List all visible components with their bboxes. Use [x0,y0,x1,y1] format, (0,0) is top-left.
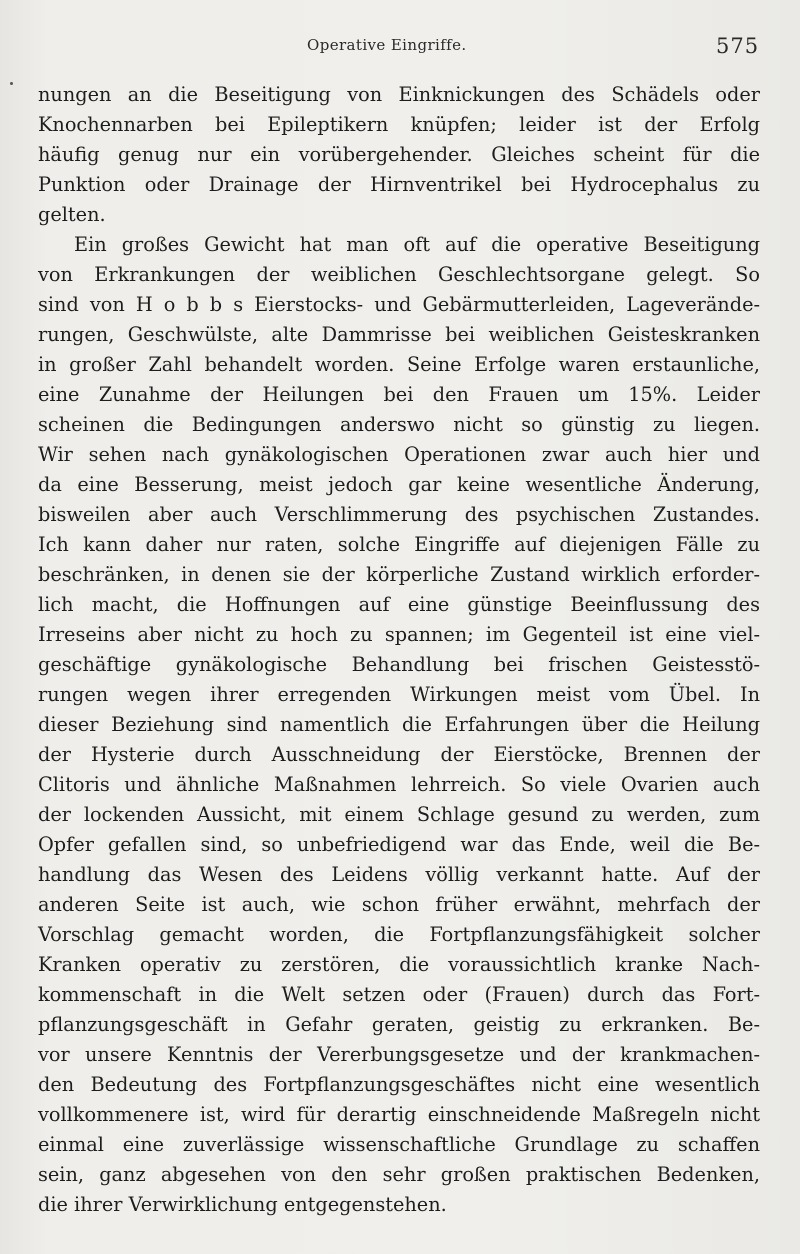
running-head: Operative Eingriffe. [307,36,467,54]
text-line: sein, ganz abgesehen von den sehr großen praktischen Bedenken, [38,1163,760,1186]
text-line: bisweilen aber auch Verschlimmerung des psychischen Zustandes. [38,503,760,526]
text-line: die ihrer Verwirklichung entgegenstehen. [38,1193,447,1216]
text-line: beschränken, in denen sie der körperliche Zustand wirklich erforder- [38,563,760,586]
text-line: scheinen die Bedingungen anderswo nicht so günstig zu liegen. [38,413,760,436]
text-line: Opfer gefallen sind, so unbefriedigend war das Ende, weil die Be- [38,833,760,856]
text-line: rungen wegen ihrer erregenden Wirkungen meist vom Übel. In [38,683,760,706]
text-line: einmal eine zuverlässige wissenschaftliche Grundlage zu schaffen [38,1133,760,1156]
text-line: Wir sehen nach gynäkologischen Operationen zwar auch hier und [38,443,760,466]
paragraph [38,80,760,230]
body-text [38,80,760,1220]
text-line: dieser Beziehung sind namentlich die Erfahrungen über die Heilung [38,713,760,736]
text-line: anderen Seite ist auch, wie schon früher erwähnt, mehrfach der [38,893,760,916]
text-line: vollkommenere ist, wird für derartig einschneidende Maßregeln nicht [38,1103,760,1126]
text-line: Kranken operativ zu zerstören, die voraussichtlich kranke Nach- [38,953,760,976]
text-line: geschäftige gynäkologische Behandlung bei frischen Geistesstö- [38,653,760,676]
text-line: Punktion oder Drainage der Hirnventrikel bei Hydrocephalus zu [38,173,760,196]
text-line: handlung das Wesen des Leidens völlig verkannt hatte. Auf der [38,863,760,886]
text-line: Clitoris und ähnliche Maßnahmen lehrreich. So viele Ovarien auch [38,773,760,796]
text-line: in großer Zahl behandelt worden. Seine Erfolge waren erstaunliche, [38,353,760,376]
text-line: Vorschlag gemacht worden, die Fortpflanzungsfähigkeit solcher [38,923,760,946]
text-line: eine Zunahme der Heilungen bei den Frauen um 15%. Leider [38,383,760,406]
text-line: nungen an die Beseitigung von Einknickungen des Schädels oder [38,83,760,106]
text-line: sind von H o b b s Eierstocks- und Gebärmutterleiden, Lageverände- [38,293,760,316]
text-line: lich macht, die Hoffnungen auf eine günstige Beeinflussung des [38,593,760,616]
paragraph [38,230,760,1220]
text-line: Ich kann daher nur raten, solche Eingriffe auf diejenigen Fälle zu [38,533,760,556]
page-header [0,34,800,64]
text-line: rungen, Geschwülste, alte Dammrisse bei weiblichen Geisteskranken [38,323,760,346]
text-line: da eine Besserung, meist jedoch gar keine wesentliche Änderung, [38,473,760,496]
text-line: der lockenden Aussicht, mit einem Schlage gesund zu werden, zum [38,803,760,826]
text-line: häufig genug nur ein vorübergehender. Gleiches scheint für die [38,143,760,166]
text-line: kommenschaft in die Welt setzen oder (Frauen) durch das Fort- [38,983,760,1006]
text-line: Irreseins aber nicht zu hoch zu spannen; im Gegenteil ist eine viel- [38,623,760,646]
text-line: von Erkrankungen der weiblichen Geschlechtsorgane gelegt. So [38,263,760,286]
text-line: vor unsere Kenntnis der Vererbungsgesetze und der krankmachen- [38,1043,760,1066]
text-line: pflanzungsgeschäft in Gefahr geraten, geistig zu erkranken. Be- [38,1013,760,1036]
text-line: gelten. [38,203,106,226]
page-number: 575 [716,34,760,58]
text-line: den Bedeutung des Fortpflanzungsgeschäftes nicht eine wesentlich [38,1073,760,1096]
scan-speck [10,82,13,85]
text-line: Ein großes Gewicht hat man oft auf die operative Beseitigung [74,233,760,256]
text-line: der Hysterie durch Ausschneidung der Eierstöcke, Brennen der [38,743,760,766]
text-line: Knochennarben bei Epileptikern knüpfen; leider ist der Erfolg [38,113,760,136]
